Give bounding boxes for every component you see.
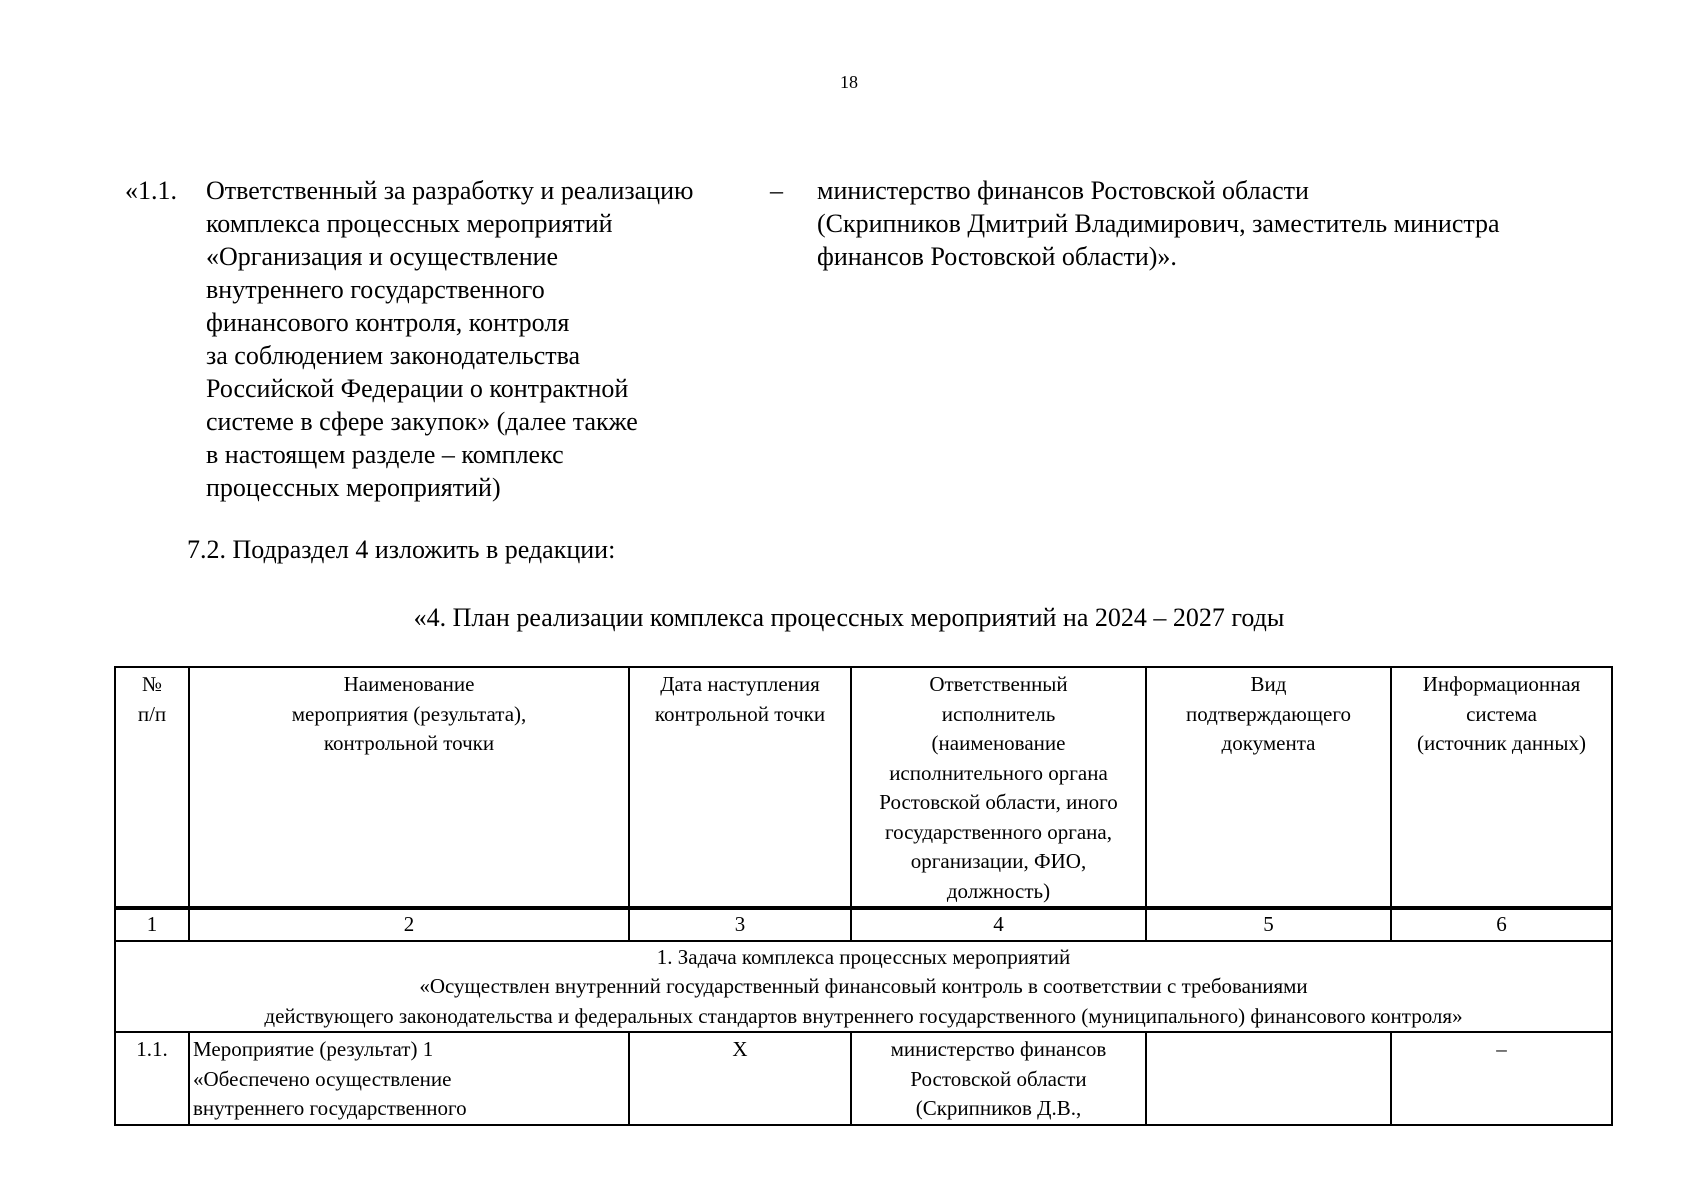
header-line: исполнитель (941, 701, 1056, 726)
row-executor-line: министерство финансов (890, 1037, 1107, 1061)
responsible-label-line: внутреннего государственного (206, 275, 545, 304)
responsible-label-line: процессных мероприятий) (206, 473, 501, 502)
task-cell (115, 941, 1612, 1033)
row-name-line: Мероприятие (результат) 1 (193, 1037, 434, 1061)
subsection-instruction: 7.2. Подраздел 4 изложить в редакции: (187, 535, 616, 564)
row-document (1146, 1032, 1391, 1125)
row-date: X (629, 1032, 851, 1125)
row-executor-line: (Скрипников Д.В., (915, 1096, 1082, 1120)
header-line: Дата наступления (660, 672, 820, 696)
responsible-value-line: финансов Ростовской области)». (817, 242, 1177, 271)
header-line: исполнительного органа (889, 760, 1108, 785)
header-name (189, 667, 629, 908)
responsible-value-line: министерство финансов Ростовской области (817, 176, 1309, 205)
header-date (629, 667, 851, 908)
task-line: действующего законодательства и федеральных стандартов внутреннего государственного (муниципального) финансового контроля» (264, 1003, 1463, 1028)
responsible-label-line: в настоящем разделе – комплекс (206, 440, 564, 469)
row-name-line: внутреннего государственного (193, 1096, 467, 1120)
header-line: Информационная (1422, 672, 1581, 696)
header-line: подтверждающего (1186, 701, 1351, 726)
column-number: 1 (115, 908, 189, 941)
header-line: документа (1221, 731, 1316, 755)
header-line: № (141, 672, 163, 696)
column-number: 3 (629, 908, 851, 941)
header-line: Ростовской области, иного (879, 790, 1118, 814)
row-system: – (1391, 1032, 1612, 1125)
header-system (1391, 667, 1612, 908)
header-executor (851, 667, 1146, 908)
header-line: система (1466, 701, 1537, 726)
header-line: государственного органа, (884, 819, 1112, 844)
task-row (115, 941, 1612, 1033)
row-executor-line: Ростовской области (910, 1066, 1087, 1091)
responsible-label-line: Ответственный за разработку и реализацию (206, 176, 694, 205)
task-line: 1. Задача комплекса процессных мероприятий (656, 944, 1071, 969)
header-line: контрольной точки (323, 731, 495, 755)
header-line: организации, ФИО, (910, 849, 1087, 873)
responsible-value-line: (Скрипников Дмитрий Владимирович, заместитель министра (817, 209, 1500, 238)
responsible-label-line: финансового контроля, контроля (206, 308, 570, 337)
row-name (189, 1032, 629, 1125)
plan-table (114, 666, 1613, 1126)
plan-title: «4. План реализации комплекса процессных мероприятий на 2024 – 2027 годы (413, 603, 1285, 632)
responsible-label-line: «Организация и осуществление (206, 242, 559, 271)
section-number: «1.1. (125, 176, 177, 205)
row-executor (851, 1032, 1146, 1125)
row-number: 1.1. (115, 1032, 189, 1125)
page-number: 18 (840, 72, 858, 92)
responsible-label (206, 174, 766, 504)
column-number: 6 (1391, 908, 1612, 941)
dash-separator: – (770, 176, 783, 205)
column-number: 2 (189, 908, 629, 941)
header-row (115, 667, 1612, 908)
column-number: 5 (1146, 908, 1391, 941)
header-line: мероприятия (результата), (291, 701, 527, 726)
task-line: «Осуществлен внутренний государственный финансовый контроль в соответствии с требованиями (419, 974, 1308, 998)
header-line: должность) (946, 878, 1051, 903)
row-name-line: «Обеспечено осуществление (193, 1066, 452, 1091)
header-line: (наименование (931, 731, 1066, 755)
header-line: контрольной точки (654, 701, 826, 726)
column-number-row (115, 908, 1612, 941)
responsible-label-line: за соблюдением законодательства (206, 341, 581, 370)
header-line: (источник данных) (1417, 731, 1586, 755)
table-row (115, 1032, 1612, 1125)
column-number: 4 (851, 908, 1146, 941)
header-line: Вид (1250, 672, 1287, 696)
header-line: п/п (137, 701, 167, 726)
header-line: Ответственный (929, 672, 1068, 696)
header-line: Наименование (343, 672, 475, 696)
header-document (1146, 667, 1391, 908)
responsible-value (817, 174, 1637, 273)
header-number (115, 667, 189, 908)
responsible-label-line: системе в сфере закупок» (далее также (206, 407, 638, 436)
responsible-label-line: комплекса процессных мероприятий (206, 209, 613, 238)
responsible-label-line: Российской Федерации о контрактной (206, 374, 629, 403)
